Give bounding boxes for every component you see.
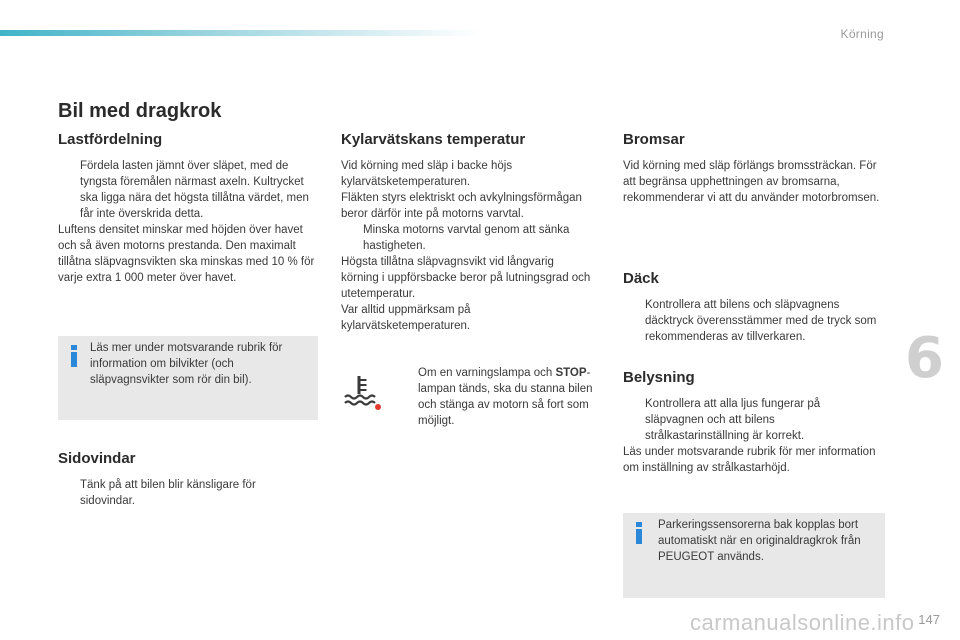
heading-belysning: Belysning: [623, 369, 695, 386]
info-box-weights: [58, 336, 318, 420]
info-text: Parkeringssensorerna bak kopplas bort automatiskt när en originaldragkrok från PEUGEOT används.: [658, 519, 861, 563]
paragraph: Läs under motsvarande rubrik för mer information om inställning av strålkastarhöjd.: [623, 446, 876, 474]
warning-bullet-item: [396, 365, 598, 429]
page-number: 147: [918, 612, 940, 627]
bullet-item: [623, 396, 865, 444]
paragraph: Var alltid uppmärksam på kylarvätsketemperaturen.: [341, 304, 471, 332]
heading-sidovindar: Sidovindar: [58, 450, 136, 467]
heading-kylarvatska: Kylarvätskans temperatur: [341, 131, 526, 148]
bullet-item: [58, 477, 300, 509]
section-sidovindar: [58, 451, 320, 509]
header-accent-bar: [0, 30, 480, 36]
bullet-text: Fördela lasten jämnt över släpet, med de tyngsta föremålen närmast axeln. Kultrycket ska ligga nära det högsta tillåtna värdet, men får inte överskrida detta.: [80, 160, 309, 220]
page-title: Bil med dragkrok: [58, 100, 222, 122]
section-lastfordelning: [58, 132, 320, 286]
info-icon: [70, 345, 78, 367]
chapter-number: 6: [905, 326, 944, 391]
paragraph: Fläkten styrs elektriskt och avkylningsförmågan beror därför inte på motorns varvtal.: [341, 192, 582, 220]
heading-bromsar: Bromsar: [623, 131, 685, 148]
section-dack: [623, 271, 885, 345]
bullet-text: Tänk på att bilen blir känsligare för sidovindar.: [80, 479, 256, 507]
section-belysning: [623, 370, 885, 476]
bullet-item: [623, 297, 885, 345]
info-icon: [635, 522, 643, 544]
bullet-item: [341, 222, 603, 254]
info-text: Läs mer under motsvarande rubrik för information om bilvikter (och släpvagnsvikter som rör din bil).: [90, 342, 283, 386]
stop-label: STOP: [555, 367, 587, 379]
bullet-item: [58, 158, 320, 222]
paragraph: Högsta tillåtna släpvagnsvikt vid långvarig körning i uppförsbacke beror på lutningsgrad och utetemperatur.: [341, 256, 591, 300]
section-label: Körning: [840, 27, 884, 41]
bullet-text: Minska motorns varvtal genom att sänka hastigheten.: [363, 224, 570, 252]
bullet-text: Kontrollera att bilens och släpvagnens däcktryck överensstämmer med de tryck som rekommenderas av tillverkaren.: [645, 299, 877, 343]
section-bromsar: [623, 132, 885, 206]
info-box-parking-sensors: [623, 513, 885, 598]
bullet-text: Kontrollera att alla ljus fungerar på släpvagnen och att bilens strålkastarinställning är korrekt.: [645, 398, 821, 442]
coolant-temperature-warning-icon: [342, 370, 382, 410]
paragraph: Vid körning med släp förlängs bromssträckan. För att begränsa upphettningen av bromsarna, rekommenderar vi att du använder motorbromsen.: [623, 160, 880, 204]
heading-dack: Däck: [623, 270, 659, 287]
paragraph: Luftens densitet minskar med höjden över havet och så även motorns prestanda. Den maximalt tillåtna släpvagnsvikten ska minskas med 10 % för varje extra 1 000 meter över havet.: [58, 224, 315, 284]
heading-lastfordelning: Lastfördelning: [58, 131, 163, 148]
warning-text-pre: Om en varningslampa och: [418, 367, 556, 379]
warning-text-post: -lampan tänds, ska du stanna bilen och stänga av motorn så fort som möjligt.: [418, 367, 593, 427]
paragraph: Vid körning med släp i backe höjs kylarvätsketemperaturen.: [341, 160, 513, 188]
section-kylarvatska: [341, 132, 603, 334]
watermark: carmanualsonline.info: [690, 610, 915, 635]
